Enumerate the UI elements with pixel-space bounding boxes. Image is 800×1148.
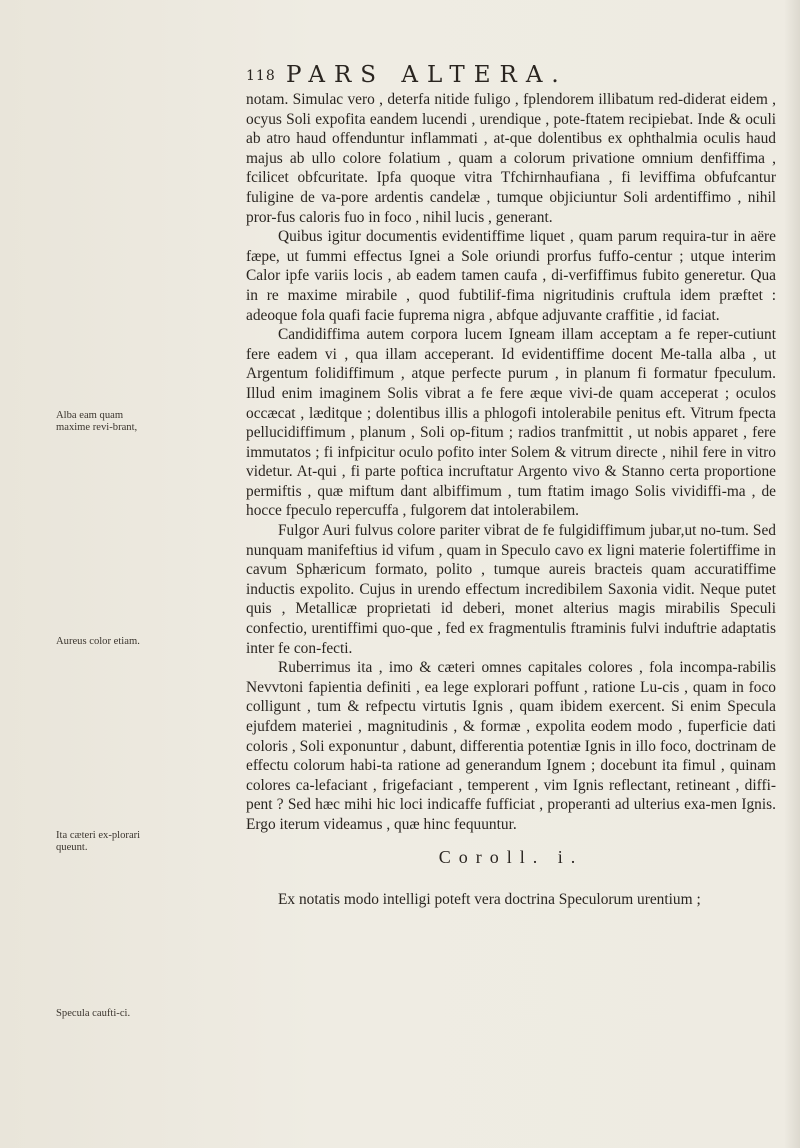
paragraph-2: Quibus igitur documentis evidentiffime liquet , quam parum requira-tur in aëre fæpe, ut fummi effectus Ignei a Sole oriundi prorfus fuffo-centur ; utque interim Calor ipfe variis locis , ab eadem tamen caufa , di-verfiffimus fubito generetur. Qua in re maxime mirabile , quod fubtilif-fima nigritudinis cruftula idem præftet : adeoque fola quafi facie fuprema nigra , abfque adjuvante craffitie , id faciat. [246,228,776,324]
margin-note-2: Aureus color etiam. [56,636,140,647]
corollary-heading: Coroll. i. [438,846,584,867]
margin-note-1: Alba eam quam maxime revi-brant, [56,410,138,434]
margin-note-3: Ita cæteri ex-plorari queunt. [56,830,141,854]
paragraph-4: Fulgor Auri fulvus colore pariter vibrat de fe fulgidiffimum jubar,ut no-tum. Sed nunquam manifeftius id vifum , quam in Speculo cavo ex ligni materie folertiffime in cavum Sphæricum formato, polito , tumque aureis bracteis quam accuratiffime inductis expolito. Cujus in urendo effectum incredibilem Saxonia vidit. Neque putet quis , Metallicæ proprietati id deberi, monet alterius magis mirabilis Speculi confectio, urentiffimi quo-que , fed ex fragmentulis ftraminis fulvi induftrie adaptatis inter fe con-fecti. [246,522,776,657]
paragraph-5: Ruberrimus ita , imo & cæteri omnes capitales colores , fola incompa-rabilis Nevvtoni fapientia definiti , ea lege explorari poffunt , ratione Lu-cis , quam in foco colligunt , tum & refpectu virtutis Ignis , quam ibidem exercent. Si enim Specula ejufdem materiei , magnitudinis , & formæ , expolita eodem modo , fuperficie dati coloris , Soli exponuntur , dabunt, differentia potentiæ Ignis in illo foco, doctrinam de effectu colorum habi-ta ratione ad generandum Ignem ; docebunt ita fimul , quinam colores ca-lefaciant , frigefaciant , temperent , vim Ignis reflectant, retineant , diffi-pent ? Sed hæc mihi hic loci indicaffe fufficiat , properanti ad ulterius exa-men Ignis. Ergo iterum videamus , quæ hinc fequuntur. [246,659,776,833]
paragraph-6: Ex notatis modo intelligi poteft vera doctrina Speculorum urentium ; [278,890,701,908]
page-number: 118 [246,68,276,84]
running-title: PARS ALTERA. [286,62,568,88]
paragraph-3: Candidiffima autem corpora lucem Igneam illam acceptam a fe reper-cutiunt fere eadem vi , qua illam acceperant. Id evidentiffime docent Me-talla alba , ut Argentum folidiffimum , atque perfecte purum , in planum fi formatur fpeculum. Illud enim imaginem Solis vibrat a fe fere æque vivi-de quam acceperat ; oculos occæcat , læditque ; dolentibus illis a phlogofi intolerabile penitus eft. Vitrum fpecta pellucidiffimum , planum , Soli op-fitum ; radios tranfmittit , ut nobis apparet , fere immutatos ; fi infpicitur oculo pofito inter Solem & vitrum directe , nihil fere in vitro videtur. At-qui , fi parte poftica incruftatur Argento vivo & Stanno certa proportione permiftis , quæ miftum dant albiffimum , tum ftatim imago Solis vividiffi-ma , de hocce fpeculo repercuffa , fulgorem dat intolerabilem. [246,326,776,520]
page-edge-shadow [784,0,800,1148]
margin-note-4: Specula caufti-ci. [56,1008,131,1019]
page-header [246,62,766,90]
body-text [246,90,776,909]
paragraph-1: notam. Simulac vero , deterfa nitide fuligo , fplendorem illibatum red-diderat eidem , ocyus Soli expofita eandem lucendi , urendique , pote-ftatem recipiebat. Inde & oculi ab atro haud offenduntur inflammati , at-que dolentibus ex ophthalmia oculis haud majus ab ullo colore folatium , quam a colorum privatione omnium denfiffima , fcilicet obfcuritate. Ipfa quoque vitra Tfchirnhaufiana , fi leviffima obfufcantur fuligine de va-pore ardentis candelæ , tumque objiciuntur Soli ardentiffimo , nihil pror-fus caloris fuo in foco , nihil lucis , generant. [246,91,776,226]
